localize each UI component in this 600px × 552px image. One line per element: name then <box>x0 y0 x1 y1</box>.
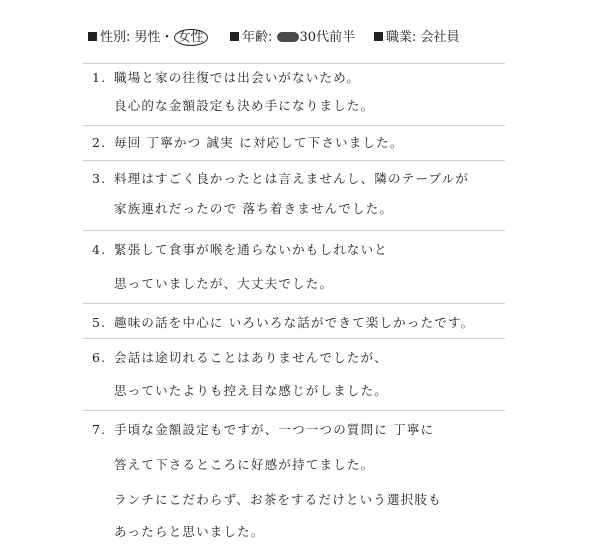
answer-line <box>114 455 374 473</box>
job-field <box>374 26 460 45</box>
divider <box>83 63 505 64</box>
job-value: 会社員 <box>420 30 460 45</box>
answer-line <box>92 68 360 86</box>
age-field <box>230 26 355 45</box>
answer-text: 思っていましたが、大丈夫でした。 <box>114 276 334 291</box>
answer-line <box>92 169 469 187</box>
age-value: 30代前半 <box>299 30 356 45</box>
answer-line <box>114 199 393 217</box>
divider <box>83 230 505 231</box>
answer-line <box>114 381 388 399</box>
answer-line <box>114 96 374 114</box>
divider <box>83 303 505 304</box>
redaction-mark <box>277 32 299 42</box>
divider <box>83 125 505 126</box>
divider <box>83 160 505 161</box>
answer-line <box>114 522 265 540</box>
answer-text: 思っていたよりも控え目な感じがしました。 <box>114 383 389 398</box>
answer-text: 会話は途切れることはありませんでしたが、 <box>114 350 389 365</box>
answer-text: 毎回 丁寧かつ 誠実 に対応して下さいました。 <box>114 135 404 150</box>
divider <box>83 338 505 339</box>
answer-number: 1. <box>92 70 107 85</box>
answer-text: 手頃な金額設定もですが、一つ一つの質問に 丁寧に <box>114 422 435 437</box>
answer-line <box>92 133 404 151</box>
answer-line <box>92 420 434 438</box>
answer-text: 趣味の話を中心に いろいろな話ができて楽しかったです。 <box>114 315 475 330</box>
job-label: 職業: <box>386 30 417 45</box>
answer-text: 料理はすごく良かったとは言えませんし、隣のテーブルが <box>114 171 470 186</box>
answer-text: 緊張して食事が喉を通らないかもしれないと <box>114 242 389 257</box>
answer-number: 2. <box>92 135 107 150</box>
gender-field <box>88 26 208 45</box>
age-label: 年齢: <box>242 30 273 45</box>
square-bullet-icon <box>230 32 239 41</box>
answer-line <box>92 348 388 366</box>
answer-number: 6. <box>92 350 107 365</box>
answer-number: 3. <box>92 171 107 186</box>
answer-text: あったらと思いました。 <box>114 524 265 539</box>
answer-text: 良心的な金額設定も決め手になりました。 <box>114 98 375 113</box>
answer-text: ランチにこだわらず、お茶をするだけという選択肢も <box>114 492 442 507</box>
answer-number: 4. <box>92 242 107 257</box>
answer-number: 5. <box>92 315 107 330</box>
answer-text: 家族連れだったので 落ち着きませんでした。 <box>114 201 394 216</box>
square-bullet-icon <box>374 32 383 41</box>
answer-line <box>114 274 333 292</box>
answer-line <box>114 490 442 508</box>
answer-line <box>92 313 474 331</box>
gender-separator: ・ <box>160 30 174 45</box>
divider <box>83 410 505 411</box>
gender-male: 男性 <box>134 30 161 45</box>
answer-number: 7. <box>92 422 107 437</box>
square-bullet-icon <box>88 32 97 41</box>
profile-header <box>88 24 588 46</box>
answer-line <box>92 240 388 258</box>
answer-text: 職場と家の往復では出会いがないため。 <box>114 70 361 85</box>
gender-label: 性別: <box>100 30 131 45</box>
gender-female-circled: 女性 <box>174 29 208 46</box>
answer-text: 答えて下さるところに好感が持てました。 <box>114 457 375 472</box>
